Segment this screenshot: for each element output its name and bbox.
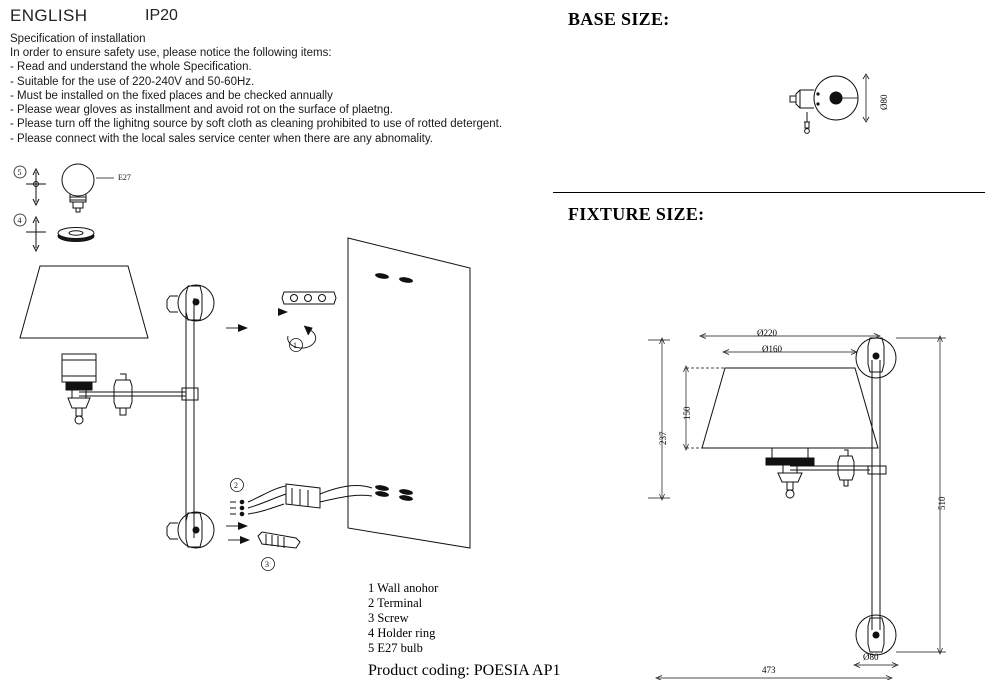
base-diameter-label: Ø80	[879, 94, 889, 110]
base-diameter-fixture-label: Ø80	[863, 652, 879, 662]
shade-top-diameter-label: Ø160	[762, 344, 782, 354]
svg-text:E27: E27	[118, 173, 131, 182]
exploded-assembly-drawing	[0, 158, 540, 578]
shade-height-label: 150	[682, 406, 692, 420]
legend-item: 5 E27 bulb	[368, 641, 423, 655]
fixture-size-drawing	[640, 330, 980, 680]
svg-text:3: 3	[265, 560, 269, 569]
svg-text:5: 5	[17, 168, 22, 177]
spec-intro: In order to ensure safety use, please notice the following items:	[10, 47, 332, 59]
base-size-drawing	[780, 60, 900, 140]
spec-item: - Must be installed on the fixed places and be checked annually	[10, 89, 333, 102]
spec-item: - Suitable for the use of 220-240V and 50-60Hz.	[10, 75, 255, 88]
spec-item: - Read and understand the whole Specification.	[10, 61, 252, 74]
fixture-size-heading: FIXTURE SIZE:	[568, 204, 705, 224]
spec-item: - Please wear gloves as installment and avoid rot on the surface of plaetng.	[10, 104, 393, 117]
product-coding-label: Product coding: POESIA AP1	[368, 662, 561, 679]
total-height-label: 510	[937, 496, 947, 510]
specification-title: Specification of installation	[10, 33, 146, 45]
legend-item: 3 Screw	[368, 611, 409, 625]
legend-item: 1 Wall anohor	[368, 581, 439, 595]
upper-height-label: 237	[658, 431, 668, 445]
spec-item: - Please connect with the local sales service center when there are any abnomality.	[10, 132, 433, 145]
language-label: ENGLISH	[10, 6, 88, 25]
ip-rating-label: IP20	[145, 7, 178, 24]
shade-bottom-diameter-label: Ø220	[757, 328, 777, 338]
legend-item: 4 Holder ring	[368, 626, 436, 640]
base-size-heading: BASE SIZE:	[568, 9, 670, 29]
svg-text:4: 4	[17, 216, 22, 225]
parts-legend	[368, 581, 438, 656]
svg-text:1: 1	[293, 341, 297, 350]
fixture-width-label: 473	[762, 665, 776, 675]
spec-item: - Please turn off the lighitng source by soft cloth as cleaning prohibited to use of rotted detergent.	[10, 118, 503, 131]
legend-item: 2 Terminal	[368, 596, 423, 610]
specification-list	[10, 46, 502, 146]
svg-text:2: 2	[234, 481, 238, 490]
section-divider	[553, 192, 985, 193]
